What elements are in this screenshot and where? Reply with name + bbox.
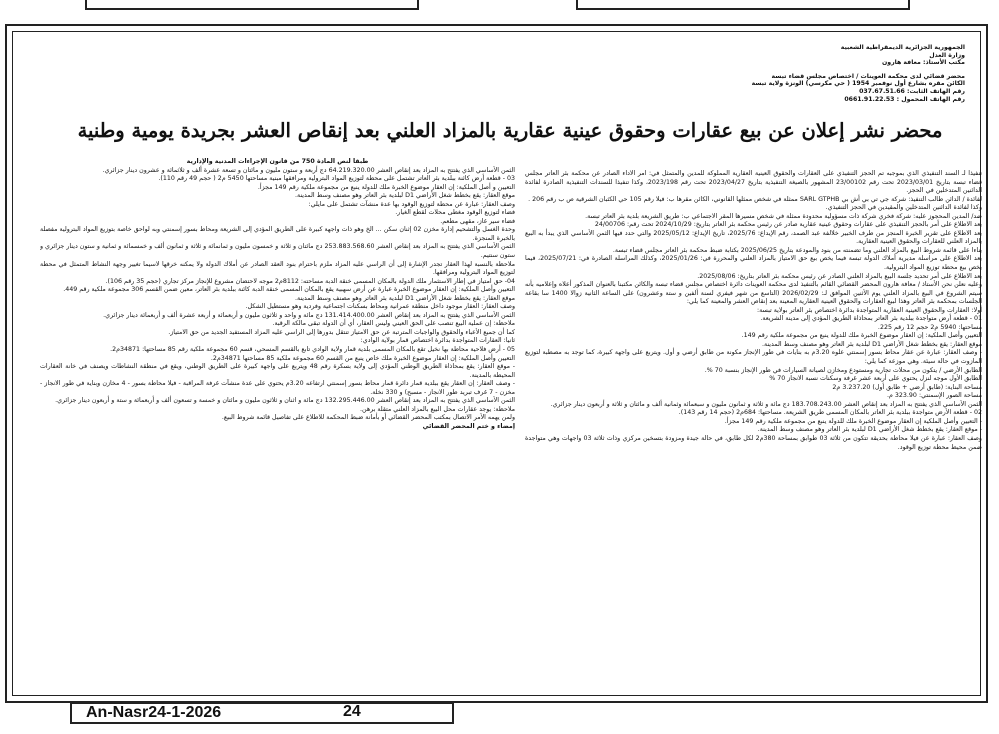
paragraph: الطابق الأرضي / يتكون من محلات تجارية ومستودع ومخازن لصيانة السيارات في طور الإنجاز بنسبة 70 %. (704, 366, 982, 374)
paragraph: مساحة الصور الإسمنتي: 323.90 م. (887, 392, 982, 400)
signature-line: إمضاء و ختم المحضر القضائي (422, 422, 515, 430)
republic-line: الجمهورية الجزائرية الديمقراطية الشعبية (840, 44, 965, 51)
paragraph: وحدة الغسل والتشحيم إدارة مخزن 02 إثنان سكن ... الخ وهو ذات واجهة كبيرة على الطريق المؤدي إلى الشريعة ومحاط بسور إسمنتي وبه لواحق خاصة بتوزيع المواد البترولية مفصلة بالخبرة المنجزة. (40, 226, 515, 242)
paragraph: الثمن الأساسي الذي يفتتح به المزاد بعد إنقاص العشر 132.295.446.00 دج مائة و اثنان و ثلاثون مليون و مائتان و خمسة و تسعون ألف و أربعمائة و ستة و أربعون دينار جزائري. (55, 397, 515, 405)
paragraph: ملاحظة: يوجد عقارات محل البيع بالمزاد العلني متقلة برهن. (360, 405, 515, 413)
paragraph: بعد الاطلاع على أمر بالحجز التنفيذي على عقارات وحقوق عينية عقارية صادر عن رئيس محكمة بئر العاتر بتاريخ: 2024/10/29 تحت رقم: 24/00706 (594, 221, 982, 229)
paragraph: مساحة البناية: (طابق أرضي + طابق أول) 3.237.20 م2 (832, 383, 982, 391)
paragraph: الثمن الأساسي الذي يفتتح به المزاد بعد إنقاص العشر 64.219.320.00 دج أربعة و ستون مليون و مائتان و تسعة عشرة ألف و ثلاثمائة و عشرون دينار جزائري. (102, 166, 515, 174)
office-line: مكتب الأستاذ: معافة هارون (881, 59, 965, 67)
paragraph: ثانيا: العقارات المتواجدة بدائرة اختصاص قمار بولاية الوادي: (360, 337, 515, 345)
paragraph: كما أن جميع الأعباء والحقوق والواجبات المترتبة عن حق الامتياز تنتقل بدورها إلى الراسي عليه المزاد المستفيد الجديد من حق الامتياز. (168, 328, 515, 336)
office-header (535, 44, 965, 103)
paragraph: الثمن الأساسي الذي يفتتح به المزاد بعد إنقاص العشر 253.883.568.60 دج مائتان و ثلاثة و خمسون مليون و ثمانمائة و ثلاثة و ثمانون ألف و خمسمائة و ثمانية و ستون دينار جزائري و ستون سنتيم. (40, 243, 515, 260)
paragraph: ولمن يهمه الأمر الاتصال بمكتب المحضر القضائي أو بأمانة ضبط المحكمة للاطلاع على تفاصيل قائمة شروط البيع. (221, 414, 515, 422)
paragraph: الطابق الأول موجه لنزل يحتوي على أربعة عشر غرفة وسكنات نسبة الانجاز 70 % (769, 375, 982, 383)
mobile-phone-line: رقم الهاتف المحمول : 0661.91.22.53 (844, 95, 965, 103)
paragraph: - وصف العقار: إن العقار يقع ببلدية قمار دائرة قمار محاط بسور إسمنتي ارتفاعه 3.20م يحتوي على عدة منشآت غرفة المراقبة - فيلا محاطة بسور - 4 مخازن وبناية في طور الانجاز - مخزن - 7 غرف تبريد طور الانجاز - مسبح) و 330 نخلة. (40, 380, 515, 396)
paragraph: ملاحظة بالنسبة لهذا العقار تجدر الإشارة إلى أن الراسي عليه المزاد ملزم باحترام بنود العقد الصادر عن أملاك الدولة ولا يمكنه خرقها لاسيما تغيير وجهة النشاط المتمثل في محطة لتوزيع المواد البترولية ومرافقها. (40, 260, 515, 277)
paragraph: 04- حق امتياز في إطار الاستثمار ملك الدولة بالمكان المسمى خنقة الدبة مساحته: 8112م2 موجه لاحتضان مشروع للإنجاز مركز تجاري (حجم 35 رقم 106). (105, 277, 515, 285)
ministry-line: وزارة العدل (929, 51, 965, 59)
paragraph: بعد الاطلاع على أمر تحديد جلسة البيع بالمزاد العلني الصادر عن رئيس محكمة بئر العاتر بتاريخ: 2025/08/06. (697, 272, 982, 280)
paragraph: موقع العقار: يقع بخطط شغل الأراضي D1 لبلدية بئر العاتر وهو مصنف وسط المدينة. (294, 294, 515, 302)
legal-reference-note: طبقا لنص المادة 750 من قانون الإجراءات المدنية والإدارية (186, 158, 369, 165)
paragraph: موقع العقار: يقع بخطط شغل الأراضي D1 لبلدية بئر العاتر وهو مصنف وسط المدينة. (294, 192, 515, 200)
paragraph: التعيين و أصل الملكية: إن العقار موضوع الخبرة ملك للدولة ينبع من مجموعة ملكية رقم 149 مجزأ. (257, 183, 515, 191)
left-text-column (40, 158, 515, 696)
paragraph: بعد الاطلاع على مراسلة مديرية أملاك الدولة تبسة فيما يخص بيع حق الامتياز بالمزاد العلني والمحررة في: 2025/01/26، وكذلك المراسلة الصادرة في: 2025/07/21، فيما يخص بيع محطة توزيع المواد البترولية. (525, 255, 982, 272)
paragraph: وصف العقار: العقار موجود داخل منطقة عمرانية ومحاط بسكنات اجتماعية وفردية وهو مستطيل الشكل. (245, 303, 515, 311)
page-number: 24 (343, 703, 361, 720)
paragraph: - موقع العقار: يقع بخطط شغل الأراضي D1 لبلدية بئر العاتر وهو مصنف وسط المدينة. (757, 426, 982, 434)
paragraph: 01 - قطعة أرض متواجدة ببلدية بئر العاتر بمحاذاة الطريق المؤدي إلى مدينة الشريعة. (760, 315, 982, 323)
address-line: الكائن مقره بشارع أول نوفمبر 1954 ( حي مكرسي) الونزة ولاية تبسة (751, 80, 965, 88)
paragraph: فضاء لتوزيع الوقود مغطى محلات لقطع الغيار. (395, 209, 515, 217)
paragraph: 02 - قطعة الأرض متواجدة ببلدية بئر العاتر بالمكان المسمى طريق الشريعة. مساحتها: 684م2 (حجم 14 رقم 143). (678, 409, 982, 417)
paragraph: بناءا على قائمة شروط البيع بالمزاد العلني وما تضمنته من بنود والمودعة بتاريخ 2025/06/25 بكتابة ضبط محكمة بئر العاتر مجلس قضاء تبسة. (612, 246, 982, 254)
paragraph: التعيين وأصل الملكية: إن العقار موضوع الخبرة ملك للدولة ينبع من مجموعة ملكية رقم 149. (741, 332, 982, 340)
paragraph: - موقع العقار: يقع بمحاذاة الطريق الوطني المؤدي إلى ولاية بسكرة رقم 48 ويتربع على واجهة كبيرة على الطريق الوطني، ويقع في منطقة النشاطات ويصنف في خانة العقارات المحيطة بالمدينة. (40, 363, 515, 379)
paragraph: ضد/ المدين المحجوز عليه: شركة فخري شركة ذات مسؤولية محدودة ممثلة في شخص مسيرها المقر الاجتماعي ب: طريق الشريعة بلدية بئر العاتر تبسة. (585, 212, 982, 220)
paragraph: التعيين وأصل الملكية: إن العقار موضوع الخبرة ملك خاص ينبع من القسم 60 مجموعة ملكية 85 مساحتها 34871م2. (210, 354, 515, 362)
paragraph: - التعيين وأصل الملكية إن العقار موضوع الخبرة ملك للدولة ينبع من مجموعة ملكية رقم 149 مجزأ. (724, 417, 982, 425)
paragraph: - وصف العقار: عبارة عن عقار محاط بسور إسمنتي علوه 3.20م به بنايات في طور الإنجاز مكونة من طابق أرضي و أول. ويتربع على واجهة كبيرة، كما توجد به مصطبة لتوزيع المازوت في حالة سيئة. وهي موزعة كما يلي: (525, 349, 982, 366)
paragraph: 05 - أرض فلاحية محاطة بها نخيل تقع بالمكان المسمى بلدية قمار ولاية الوادي تابع بالقسم المسحي، قسم 60 مجموعة ملكية رقم 85 مساحتها: 34871م2. (110, 346, 515, 354)
previous-article-frame-left (85, 0, 419, 10)
right-text-column (525, 170, 982, 696)
previous-article-frame-right (576, 0, 910, 10)
paragraph: 03 - قطعة أرض كائنة ببلدية بئر العاتر تشتمل على محطة لتوزيع المواد البترولية ومرافقها مبنية مساحتها 5450 م2 ( حجم 49 رقم 110). (158, 175, 515, 183)
paragraph: مساحتها: 5940 م2 حجم 12 رقم 225. (877, 323, 982, 331)
paragraph: موقع العقار: يقع بخطط شغل الأراضي D1 لبلدية بئر العاتر وهو مصنف وسط المدينة. (761, 340, 982, 348)
paragraph: تنفيذا لـ السند التنفيذي الذي بموجبه تم الحجز التنفيذي على العقارات والحقوق العينية العقارية المملوكة للمدين والمتمثل في: أمر الأداء الصادر عن محكمة بئر العاتر مجلس قضاء تبسة بتاريخ 2023/03/01 تحت رقم 23/00102 المشهور بالصيغة التنفيذية بتاريخ 2023/04/27 تحت رقم 2023/198، وكذا تنفيذا للسندات التنفيذية الصادرة لفائدة الدائنين المتدخلين في الحجز. (525, 170, 982, 195)
paragraph: أولا: العقارات والحقوق العينية العقارية المتواجدة بدائرة اختصاص بئر العاتر بولاية تبسة: (757, 306, 982, 314)
court-line: محضر قضائي لدى محكمة العوينات / اختصاص مجلس قضاء تبسة (771, 72, 965, 80)
paragraph: التعيين وأصل الملكية: إن العقار موضوع الخبرة عبارة عن أرض سهبية يقع بالمكان المسمى خنقة الدبة كائنة ببلدية بئر العاتر، معين ضمن القسم 306 مجموعة ملكية رقم 449. (63, 286, 515, 294)
paragraph: بعد الاطلاع على تقرير الخبرة المنجز من طرف الخبير خلالفة عبد الصمد، رقم الإيداع: 2025/76، تاريخ الإيداع: 2025/05/12 والتي حدد فيها الثمن الأساسي الذي يبدأ به البيع بالمزاد العلني للعقارات والحقوق العينية العقارية. (525, 229, 982, 246)
paragraph: وصف العقار: عبارة عن فيلا محاطة بحديقة تتكون من ثلاثة 03 طوابق بمساحة 380م2 لكل طابق، في حالة جيدة ومزودة بتسخين مركزي وذات ثلاثة 03 واجهات وهي متواجدة ضمن محيط محطة توزيع الوقود. (525, 434, 982, 451)
paragraph: الثمن الأساسي الذي يفتتح به المزاد بعد إنقاص العشر 131.414.400.00 دج مائة و واحد و ثلاثون مليون و أربعمائة و أربعة عشرة ألف و أربعمائة دينار جزائري. (103, 311, 515, 319)
paragraph: وصف العقار: عبارة عن محطة لتوزيع الوقود بها عدة منشآت تشتمل على مايلي: (308, 200, 515, 208)
paragraph: الثمن الأساسي الذي يفتتح به المزاد بعد إنقاص العشر 183.708.243.00 دج مائة و ثلاثة و ثمانون مليون و سبعمائة وثمانية ألف و مائتان و ثلاثة و أربعون دينار جزائري. (550, 400, 982, 408)
notice-title: محضر نشر إعلان عن بيع عقارات وحقوق عينية عقارية بالمزاد العلني بعد إنقاص العشر بجريدة يومية وطنية (77, 119, 943, 142)
paragraph: وكذا لفائدة الدائنين المتدخلين والمقيدين في الحجز التنفيذي. (825, 204, 982, 212)
paragraph: لفائدة / الدائن طالب التنفيذ: شركة جي تي بي أش بي SARL GTPHB ممثلة في شخص ممثلها القانوني، الكائن مقرها ب: فيلا رقم 105 حي الكثبان الشرقية ص ب رقم 206 . (528, 195, 982, 203)
paragraph: ملاحظة: إن عملية البيع تنصب على الحق العيني وليس العقار، أي أن الدولة تبقى مالكة الرقبة. (272, 320, 515, 328)
paragraph: وعليه نعلن نحن الأستاذ / معافة هارون المحضر القضائي القائم بالتنفيذ لدى محكمة العوينات دائرة اختصاص مجلس قضاء تبسة والكائن مكتبنا بالعنوان المذكور أعلاه وإعلاميه بأنه سيتم الشروع في البيع بالمزاد العلني يوم الأثنين الموافق لـ: 2026/02/29 (التاسع من شهر فيفري لسنة ألفين و ستة وعشرون) على الساعة الثانية زوالا 1400 سا بقاعة الجلسات بمحكمة بئر العاتر وهذا لبيع العقارات والحقوق العينية العقارية المعينة بعد إنقاص العشر والمعينة كما يلي: (525, 281, 982, 306)
fixed-phone-line: رقم الهاتف الثابت: 037.67.51.66 (859, 87, 965, 95)
publication-name: An-Nasr24-1-2026 (86, 704, 222, 721)
paragraph: فضاء سير غاز، مقهى مطعم. (440, 217, 515, 225)
